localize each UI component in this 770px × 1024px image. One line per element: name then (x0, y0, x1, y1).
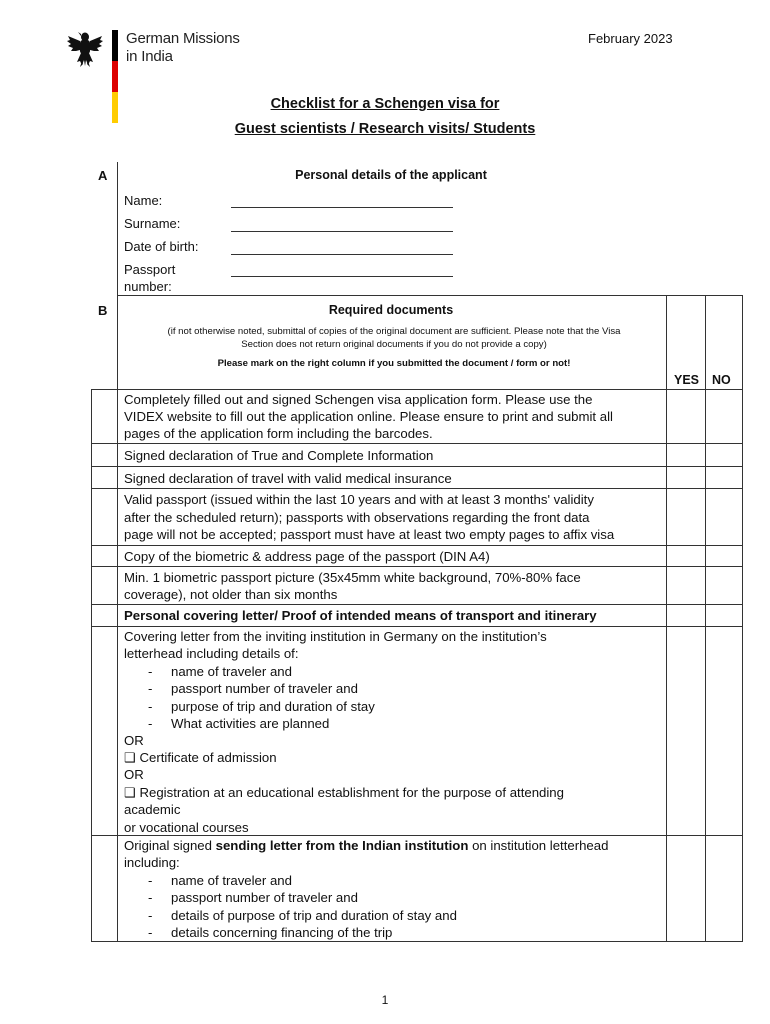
or-separator: OR (124, 733, 144, 748)
section-b-heading: Required documents (328, 303, 454, 317)
bullet-mark: - (148, 716, 153, 731)
brand-name-line1: German Missions (126, 30, 240, 47)
section-a-divider (117, 162, 118, 296)
row-divider (91, 626, 743, 627)
dob-label: Date of birth: (124, 239, 199, 254)
list-item: name of traveler and (171, 664, 292, 679)
list-item: passport number of traveler and (171, 681, 358, 696)
dob-field[interactable] (231, 254, 453, 255)
passport-number-field[interactable] (231, 276, 453, 277)
passport-copy: Copy of the biometric & address page of the passport (DIN A4) (124, 549, 490, 564)
yes-column-header: YES (674, 373, 700, 387)
row-divider (91, 466, 743, 467)
sending-letter-line2: including: (124, 855, 180, 870)
list-item: name of traveler and (171, 873, 292, 888)
document-date: February 2023 (588, 31, 673, 46)
covering-letter-line1: Covering letter from the inviting institution in Germany on the institution’s (124, 629, 547, 644)
sending-letter-line1 (124, 837, 664, 854)
valid-passport-line2: after the scheduled return); passports with observations regarding the front data (124, 510, 590, 525)
bullet-mark: - (148, 699, 153, 714)
registration-option-line2: academic (124, 802, 181, 817)
bullet-mark: - (148, 908, 153, 923)
brand-name-line2: in India (126, 48, 173, 65)
valid-passport-line3: page will not be accepted; passport must have at least two empty pages to affix visa (124, 527, 615, 542)
section-b-note-line1: (if not otherwise noted, submittal of copies of the original document are sufficient. Please note that the Visa (167, 326, 621, 337)
bullet-mark: - (148, 873, 153, 888)
document-title-line2: Guest scientists / Research visits/ Students (234, 121, 536, 137)
page-number: 1 (381, 993, 389, 1007)
row-divider (91, 389, 743, 390)
federal-eagle-icon (66, 28, 104, 68)
section-b-letter: B (98, 303, 108, 318)
section-a-letter: A (98, 168, 108, 183)
section-b-instruction: Please mark on the right column if you submitted the document / form or not! (217, 358, 571, 369)
passport-picture-line2: coverage), not older than six months (124, 587, 338, 602)
valid-passport-line1: Valid passport (issued within the last 10 years and with at least 3 months' validity (124, 492, 594, 507)
list-item: details of purpose of trip and duration of stay and (171, 908, 457, 923)
name-label: Name: (124, 193, 163, 208)
list-item: passport number of traveler and (171, 890, 358, 905)
yes-checkbox-cell[interactable] (667, 390, 705, 443)
no-column-header: NO (712, 373, 731, 387)
bullet-mark: - (148, 890, 153, 905)
certificate-of-admission-option[interactable]: ❑ Certificate of admission (124, 750, 277, 765)
row-divider (91, 545, 743, 546)
application-form-line3: pages of the application form including the barcodes. (124, 426, 433, 441)
passport-label-line1: Passport (124, 262, 176, 277)
sending-letter-pre: Original signed (124, 838, 216, 853)
sending-letter-bold: sending letter from the Indian institution (215, 838, 469, 853)
table-right-border (742, 295, 743, 942)
registration-option-line1[interactable]: ❑ Registration at an educational establishment for the purpose of attending (124, 785, 564, 800)
list-item: purpose of trip and duration of stay (171, 699, 375, 714)
section-b-left-divider (117, 295, 118, 942)
covering-letter-line2: letterhead including details of: (124, 646, 299, 661)
list-item: What activities are planned (171, 716, 330, 731)
section-b-note-line2: Section does not return original documents if you do not provide a copy) (241, 339, 547, 350)
surname-field[interactable] (231, 231, 453, 232)
or-separator: OR (124, 767, 144, 782)
list-item: details concerning financing of the trip (171, 925, 393, 940)
row-divider (91, 566, 743, 567)
section-a-heading: Personal details of the applicant (295, 168, 487, 182)
name-field[interactable] (231, 207, 453, 208)
row-divider (91, 488, 743, 489)
registration-option-line3: or vocational courses (124, 820, 249, 835)
declaration-medical-insurance: Signed declaration of travel with valid medical insurance (124, 471, 452, 486)
passport-label-line2: number: (124, 279, 172, 294)
row-divider (91, 443, 743, 444)
application-form-line1: Completely filled out and signed Schengen visa application form. Please use the (124, 392, 593, 407)
table-outer-left-border (91, 389, 92, 942)
personal-covering-letter: Personal covering letter/ Proof of intended means of transport and itinerary (124, 608, 597, 623)
sending-letter-post: on institution letterhead (468, 838, 609, 853)
no-checkbox-cell[interactable] (706, 390, 742, 443)
surname-label: Surname: (124, 216, 181, 231)
application-form-line2: VIDEX website to fill out the application online. Please ensure to print and submit all (124, 409, 613, 424)
declaration-true-complete: Signed declaration of True and Complete Information (124, 448, 434, 463)
document-title-line1: Checklist for a Schengen visa for (270, 96, 500, 112)
bullet-mark: - (148, 681, 153, 696)
row-divider (91, 604, 743, 605)
bullet-mark: - (148, 664, 153, 679)
passport-picture-line1: Min. 1 biometric passport picture (35x45mm white background, 70%-80% face (124, 570, 581, 585)
bullet-mark: - (148, 925, 153, 940)
section-b-top-border (117, 295, 743, 296)
